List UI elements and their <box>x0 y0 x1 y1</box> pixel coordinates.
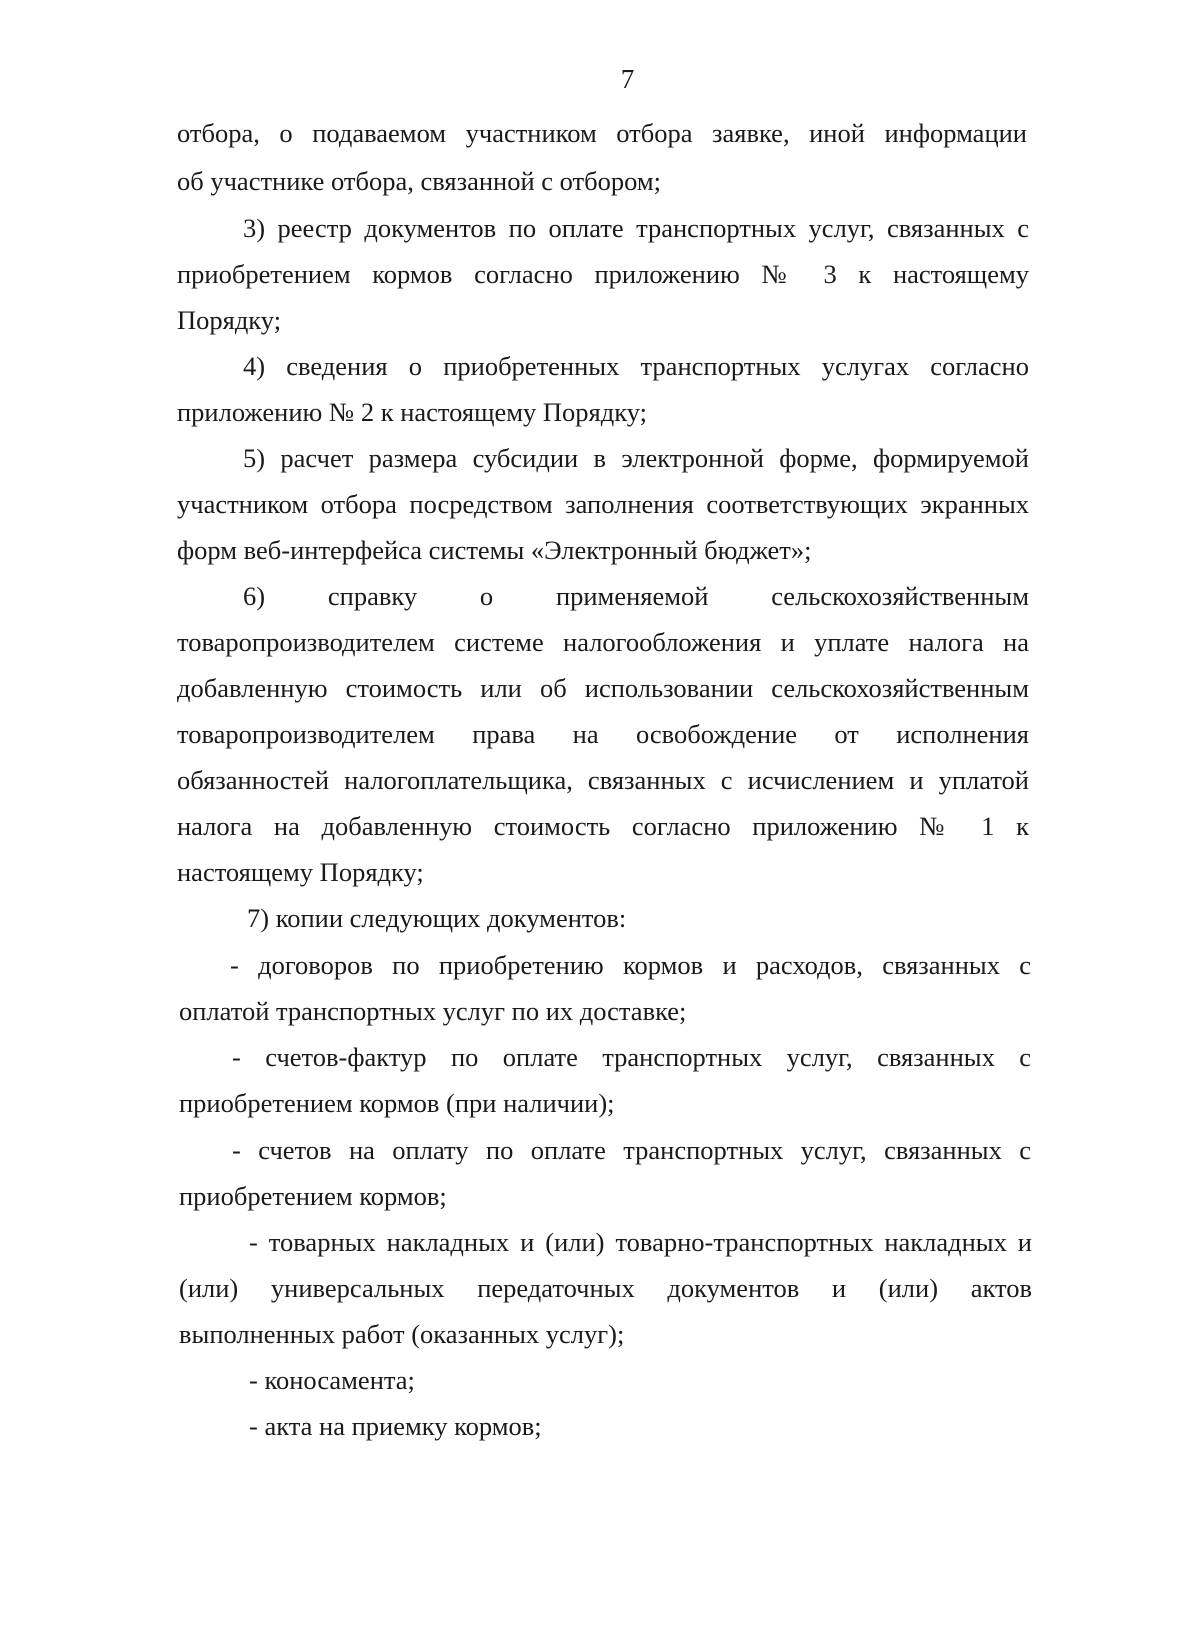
text-line: приобретением кормов; <box>179 1181 447 1211</box>
text-line: товаропроизводителем системе налогообложения и уплате налога на <box>177 627 1029 657</box>
text-line: отбора, о подаваемом участником отбора заявке, иной информации <box>177 118 1027 148</box>
text-line: 6) справку о применяемой сельскохозяйственным <box>243 581 1029 611</box>
text-line: - товарных накладных и (или) товарно-транспортных накладных и <box>249 1227 1032 1257</box>
text-line: налога на добавленную стоимость согласно приложению № 1 к <box>177 811 1029 841</box>
text-line: выполненных работ (оказанных услуг); <box>179 1319 625 1349</box>
text-line: Порядку; <box>177 305 282 335</box>
text-line: 4) сведения о приобретенных транспортных услугах согласно <box>243 351 1029 381</box>
text-line: обязанностей налогоплательщика, связанных с исчислением и уплатой <box>177 765 1029 795</box>
text-line: оплатой транспортных услуг по их доставке; <box>179 996 687 1026</box>
text-line: приложению № 2 к настоящему Порядку; <box>177 397 647 427</box>
text-line: 7) копии следующих документов: <box>247 903 627 933</box>
text-line: - счетов на оплату по оплате транспортных услуг, связанных с <box>232 1135 1031 1165</box>
text-line: - коносамента; <box>249 1365 415 1395</box>
page-number: 7 <box>620 64 635 94</box>
text-line: товаропроизводителем права на освобождение от исполнения <box>177 719 1029 749</box>
text-line: приобретением кормов (при наличии); <box>179 1088 615 1118</box>
text-line: об участнике отбора, связанной с отбором; <box>177 166 661 196</box>
text-line: настоящему Порядку; <box>177 857 424 887</box>
text-line: - акта на приемку кормов; <box>249 1411 542 1441</box>
text-line: добавленную стоимость или об использовании сельскохозяйственным <box>177 673 1029 703</box>
text-line: - договоров по приобретению кормов и расходов, связанных с <box>230 950 1031 980</box>
text-line: форм веб-интерфейса системы «Электронный бюджет»; <box>177 535 812 565</box>
text-line: - счетов-фактур по оплате транспортных услуг, связанных с <box>232 1042 1031 1072</box>
text-line: 5) расчет размера субсидии в электронной форме, формируемой <box>243 443 1029 473</box>
text-line: приобретением кормов согласно приложению № 3 к настоящему <box>177 259 1029 289</box>
text-line: (или) универсальных передаточных документов и (или) актов <box>179 1273 1032 1303</box>
text-line: участником отбора посредством заполнения соответствующих экранных <box>177 489 1029 519</box>
text-line: 3) реестр документов по оплате транспортных услуг, связанных с <box>243 213 1029 243</box>
